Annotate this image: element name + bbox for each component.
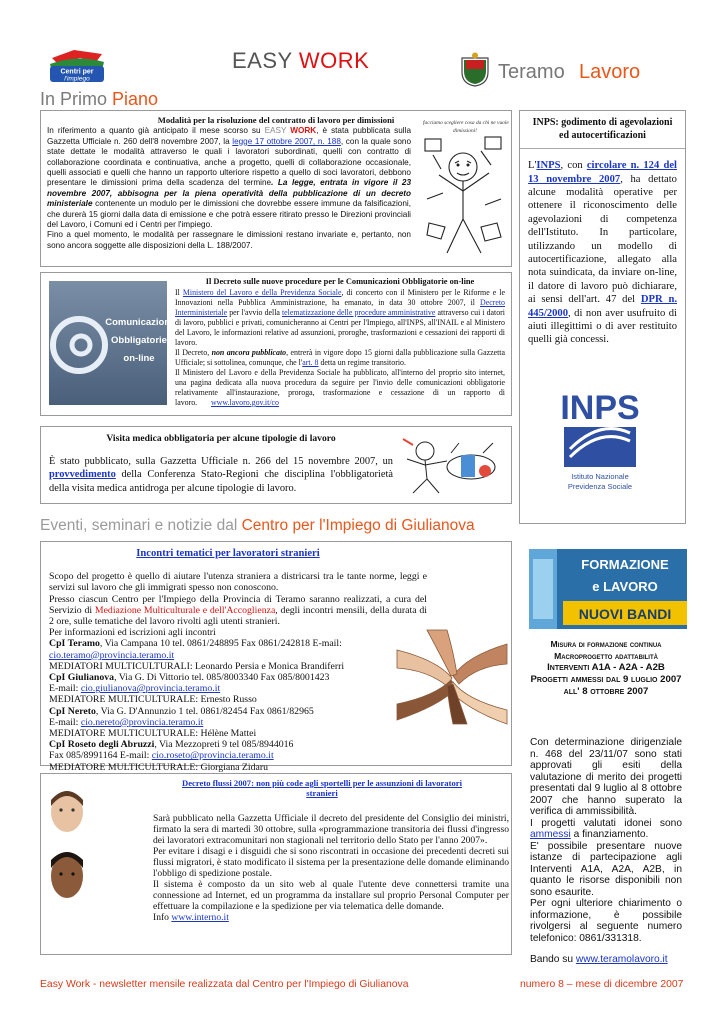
section-heading-part1: Eventi, seminari e notizie dal (40, 517, 242, 534)
visita-medica-cartoon-image (399, 431, 505, 497)
interno-link[interactable]: www.interno.it (171, 911, 229, 923)
email-roseto-link[interactable]: cio.roseto@provincia.teramo.it (151, 750, 274, 762)
divider (520, 148, 685, 149)
text: In riferimento a quanto già anticipato il mese scorso su (47, 126, 265, 136)
contact-giulianova-mail (49, 683, 427, 694)
text: , di non aver usufruito di aiuti illegittimi o di aver restituito quelli già concessi. (528, 307, 677, 346)
text: , è stata pubblicata sulla Gazzetta Ufficiale n. 260 dell'8 novembre 2007, la (47, 126, 411, 146)
inps-link[interactable]: INPS (536, 160, 561, 172)
contact-giulianova (49, 672, 427, 683)
paragraph (530, 818, 682, 841)
faces-image (47, 790, 87, 902)
contact-name: CpI Teramo (49, 638, 100, 650)
teramo-lavoro-logo (458, 52, 668, 88)
paragraph (153, 912, 509, 923)
text-easy: EASY (264, 126, 291, 136)
article-title: Il Decreto sulle nuove procedure per le Comunicazioni Obbligatorie on-line (205, 277, 475, 286)
text: I progetti valutati idonei sono (530, 817, 682, 829)
text: della Conferenza Stato-Regioni che disciplina l'obbligatorietà della visita medica antidroga per alcune tipologie di lavoro. (49, 469, 393, 494)
text: per l'avvio della (227, 308, 282, 317)
ministero-lavoro-link[interactable]: Ministero del Lavoro e della Previdenza Sociale (182, 288, 342, 297)
article-title: Visita medica obbligatoria per alcune tipologie di lavoro (106, 433, 336, 444)
svg-text:Previdenza Sociale: Previdenza Sociale (567, 482, 633, 491)
contact-info: , Via Campana 10 tel. 0861/248895 Fax 0861/242818 E-mail: (99, 638, 342, 650)
centri-per-impiego-logo (44, 48, 110, 84)
article-title: Modalità per la risoluzione del contratto di lavoro per dimissioni (157, 115, 395, 125)
art-8-link[interactable]: art. 8 (302, 358, 319, 367)
heading-line: Misura di formazione continua (550, 639, 662, 649)
contact-roseto-mail (49, 750, 427, 761)
article-dimissioni (40, 110, 512, 267)
title-work: WORK (298, 48, 370, 73)
mediator-giulianova: MEDIATORE MULTICULTURALE: Ernesto Russo (49, 694, 257, 706)
svg-text:facciamo scegliere cosa da chi: facciamo scegliere cosa da chi ne vuole (423, 120, 509, 126)
contact-info: , Via G. Di Vittorio tel. 085/8003340 Fax 085/8001423 (114, 672, 330, 684)
article-body (175, 288, 505, 408)
email-label: E-mail: (49, 716, 81, 728)
paragraph: Per ogni ulteriore chiarimento o informazione, è possibile rivolgersi al seguente numero telefonico: 0861/331318. (530, 898, 682, 944)
decreto-interministeriale-link[interactable]: Decreto Interministeriale (175, 298, 505, 317)
section-heading-part1: In Primo (40, 89, 113, 109)
heading-line: all' 8 ottobre 2007 (563, 686, 649, 697)
decreto-flussi-title-link[interactable]: Decreto flussi 2007: non più code agli sportelli per le assunzioni di lavoratori stranieri (182, 778, 462, 799)
text-emphasis: non ancora pubblicato (211, 348, 287, 357)
section-heading-eventi (40, 517, 475, 535)
svg-text:NUOVI BANDI: NUOVI BANDI (578, 606, 672, 622)
paragraph (49, 594, 427, 628)
article-body (47, 126, 411, 251)
text: Il Decreto, (175, 348, 212, 357)
paragraph: Per informazioni ed iscrizioni agli incontri (49, 627, 216, 639)
comunicazioni-obbligatorie-image (49, 281, 173, 405)
circolare-124-link[interactable]: circolare n. 124 del 13 novembre 2007 (528, 160, 677, 185)
article-title-wrap (49, 548, 407, 559)
svg-text:Obbligatorie: Obbligatorie (111, 335, 167, 346)
paragraph: Sarà pubblicato nella Gazzetta Ufficiale il decreto del presidente del Consiglio dei ministri, firmato la sera di martedì 30 ottobre, sulla «programmazione transitoria dei flussi d'ingresso dei lavoratori extracomunitari non stagionali nel territorio dello Stato per l'anno 2007». (153, 812, 509, 846)
text: attraverso cui i datori di lavoro, pubblici e privati, comunicheranno ai Centri per l'Impiego, all'INPS, all'INAIL e al Ministero del Lavoro, le informazioni relative ad assunzioni, proroghe, trasformazioni e cessazioni dei rapporti di lavoro. (175, 308, 505, 347)
svg-text:Istituto Nazionale: Istituto Nazionale (571, 472, 629, 481)
hands-together-image (397, 630, 507, 724)
article-title-wrap (167, 778, 477, 799)
title-easy: EASY (232, 48, 299, 73)
svg-text:Lavoro: Lavoro (579, 61, 641, 83)
contact-name: CpI Giulianova (49, 672, 115, 684)
text: L' (528, 160, 537, 172)
section-heading-in-primo-piano (40, 89, 158, 110)
telematizzazione-link[interactable]: telematizzazione delle procedure amministrative (281, 308, 436, 317)
inps-logo (558, 379, 642, 495)
email-label: E-mail: (49, 683, 81, 695)
paragraph: Scopo del progetto è quello di aiutare l'utenza straniera a districarsi tra le tante norme, leggi e servizi sul lavoro che gli immigrati spesso non conoscono. (49, 571, 427, 594)
svg-text:Teramo: Teramo (498, 61, 565, 83)
section-heading-part2: Piano (112, 89, 159, 109)
article-decreto-flussi (40, 773, 512, 955)
text: , degli incontri mensili, della durata di 2 ore, sulle tematiche del lavoro rivolti agli utenti stranieri. (49, 604, 427, 628)
svg-text:e LAVORO: e LAVORO (592, 579, 658, 594)
text: , entrerà in vigore dopo 15 giorni dalla pubblicazione sulla Gazzetta Ufficiale; si sottolinea, comunque, che l' (175, 348, 505, 367)
article-body (49, 571, 427, 773)
fax-label: Fax 085/8991164 E-mail: (49, 750, 152, 762)
contact-nereto (49, 706, 427, 717)
text: Bando su (530, 954, 576, 965)
mediator-nereto: MEDIATORE MULTICULTURALE: Hélène Mattei (49, 728, 257, 740)
text: Presso ciascun Centro per l'Impiego della Provincia di Teramo saranno realizzati, a cura del Servizio di (49, 593, 427, 616)
text-highlight: Mediazione Multiculturale e dell'Accoglienza (94, 604, 276, 616)
legge-188-link[interactable]: legge 17 ottobre 2007, n. 188 (232, 136, 341, 146)
article-body (153, 813, 509, 923)
section-heading-part2: Centro per l'Impiego di Giulianova (241, 517, 475, 534)
text: , di concerto con il Ministero per le Riforme e le Innovazioni nella Pubblica Amministrazione, ha emanato, in data 30 ottobre 2007, il (175, 288, 506, 307)
mediator-roseto: MEDIATORE MULTICULTURALE: Giorgiana Zidaru (49, 761, 269, 773)
svg-text:l'impiego: l'impiego (64, 75, 90, 83)
formazione-lavoro-banner (529, 549, 687, 629)
formazione-article-body (530, 737, 682, 966)
article-comunicazioni-obbligatorie (40, 272, 512, 416)
svg-text:on-line: on-line (123, 353, 155, 364)
email-giulianova-link[interactable]: cio.giulianova@provincia.teramo.it (80, 683, 221, 695)
text: detta un regime transitorio. (318, 358, 406, 367)
paragraph: Per evitare i disagi e i disguidi che si sono riscontrati in occasione dei precedenti decreti sui flussi migratori, è stato modificato il sistema per la presentazione delle domande eliminando l'obbligo di spedizione postale. (153, 845, 509, 879)
text: È stato pubblicato, sulla Gazzetta Ufficiale n. 266 del 15 novembre 2007, un (49, 456, 393, 468)
text: Info (153, 911, 172, 923)
text: a finanziamento. (570, 829, 649, 840)
text: Fino a quel momento, le modalità per rassegnare le dimissioni restano invariate e, pertanto, non sono ancora soggette alle disposizioni della L. 188/2007. (47, 230, 411, 250)
article-inps (519, 110, 686, 524)
footer-credit: Easy Work - newsletter mensile realizzata dal Centro per l'Impiego di Giulianova (40, 979, 409, 990)
contact-name: CpI Nereto (49, 705, 96, 717)
misura-formazione-heading (522, 638, 690, 698)
paragraph: Il sistema è composto da un sito web al quale l'utente deve connettersi tramite una connessione ad Internet, ed un programma da installare sul proprio Personal Computer per effettuare la compilazione e la spedizione per via telematica delle domande. (153, 878, 509, 912)
text: , ha dettato alcune modalità operative per ottenere il riconoscimento delle agevolazioni di competenza dell'Istituto. In particolare, utilizzando un modello di autocertificazione, allegato alla nota suindicata, da inviare on-line, il datore di lavoro può dichiarare, ai sensi dell'art. 47 del (528, 173, 677, 306)
text: Il (175, 288, 183, 297)
contact-teramo (49, 638, 427, 660)
svg-text:INPS: INPS (560, 389, 640, 427)
svg-text:Centri per: Centri per (60, 68, 94, 76)
heading-line: Interventi A1A - A2A - A2B (547, 662, 665, 673)
text: , con (560, 160, 587, 172)
article-body (528, 159, 677, 347)
contact-roseto (49, 739, 427, 750)
footer-issue-number: numero 8 – mese di dicembre 2007 (520, 979, 684, 990)
lavoro-gov-co-link[interactable]: www.lavoro.gov.it/co (210, 398, 279, 407)
heading-line: Macroprogetto adattabilità (554, 651, 658, 661)
teramolavoro-link[interactable]: www.teramolavoro.it (575, 954, 668, 965)
ammessi-link[interactable]: ammessi (530, 829, 571, 840)
contact-info: , Via Mezzopreti 9 tel 085/8944016 (154, 739, 294, 751)
email-teramo-link[interactable]: cio.teramo@provincia.teramo.it (49, 649, 175, 661)
newsletter-title (232, 48, 369, 74)
text: , con la quale sono state dettate le modalità attraverso le quali i lavoratori subordinati, quelli con contratto di collaborazione coordinata e continuativa, anche a progetto, quelli di collaborazione occasionale, quelli associati e quelli che hanno un rapporto ulteriore rispetto a quello di soci lavoratori, debbono presentare le dimissioni prima della scadenza del termine (47, 136, 412, 188)
email-nereto-link[interactable]: cio.nereto@provincia.teramo.it (80, 716, 204, 728)
contact-nereto-mail (49, 717, 427, 728)
article-incontri-tematici (40, 541, 512, 773)
svg-text:Comunicazioni: Comunicazioni (105, 317, 173, 328)
svg-text:dimissioni!: dimissioni! (453, 128, 477, 134)
article-title: INPS: godimento di agevolazioni ed autocertificazioni (532, 117, 673, 141)
provvedimento-link[interactable]: provvedimento (49, 469, 116, 481)
paragraph: Con determinazione dirigenziale n. 468 del 23/11/07 sono stati approvati gli esiti della valutazione di merito dei progetti presentati dal 9 luglio al 8 ottobre 2007 che hanno superato la verifica di ammissibilità. (530, 737, 682, 817)
article-body (49, 455, 393, 495)
dimissioni-cartoon-image (419, 115, 507, 263)
text-work: WORK (290, 126, 317, 136)
svg-text:FORMAZIONE: FORMAZIONE (581, 557, 669, 572)
text: Il Ministero del Lavoro e della Previdenza Sociale ha pubblicato, all'interno del proprio sito internet, una pagina dedicata alla nuova procedura da seguire per l'invio delle comunicazioni obbligatorie relativamente all'instaurazione, proroga, trasformazione e cessazione di un rapporto di lavoro. (175, 368, 505, 407)
contact-info: , Via G. D'Annunzio 1 tel. 0861/82454 Fax 0861/82965 (95, 705, 314, 717)
dpr-445-link[interactable]: DPR n. 445/2000 (528, 294, 677, 319)
text-emphasis: . La legge, entrata in vigore il 23 novembre 2007, abbisogna per la piena operatività della pubblicazione di un decreto ministeriale (47, 178, 411, 209)
mediator-teramo: MEDIATORI MULTICULTURALI: Leonardo Persia e Monica Brandiferri (49, 660, 345, 672)
article-visita-medica (40, 426, 512, 504)
text: contenente un modulo per le dimissioni che dovrebbe essere immune da falsificazioni, che durerà 15 giorni dalla data di emissione e che potrà essere ritirato presso le Direzioni provinciali del Lavoro, i Comuni ed i Centri per l'impiego. (47, 199, 411, 230)
paragraph: E' possibile presentare nuove istanze di partecipazione agli Interventi A1A, A2A, A2B, in quanto le risorse disponibili non sono esaurite. (530, 840, 682, 898)
incontri-tematici-title-link[interactable]: Incontri tematici per lavoratori stranieri (136, 548, 320, 559)
heading-line: Progetti ammessi dal 9 luglio 2007 (530, 674, 682, 685)
contact-name: CpI Roseto degli Abruzzi (49, 739, 155, 751)
paragraph (530, 954, 682, 966)
